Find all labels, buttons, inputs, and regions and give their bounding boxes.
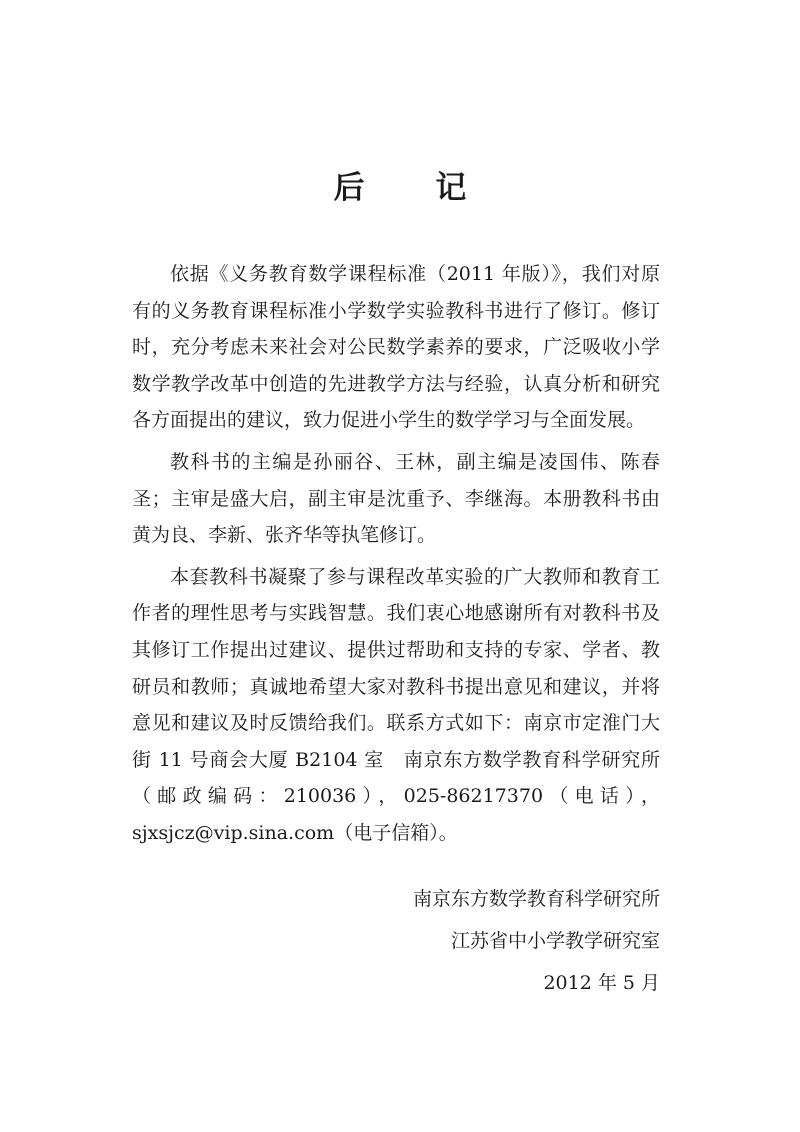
page-title: 后 记	[333, 170, 497, 206]
signature-date: 2012 年 5 月	[543, 972, 660, 994]
signature-block	[413, 878, 660, 1004]
paragraph-editors: 教科书的主编是孙丽谷、王林，副主编是凌国伟、陈春圣；主审是盛大启，副主审是沈重予、李继海。本册教科书由黄为良、李新、张齐华等执笔修订。	[132, 450, 660, 547]
body-text	[132, 256, 660, 857]
paragraph-revision-basis: 依据《义务教育数学课程标准（2011 年版）》，我们对原有的义务教育课程标准小学数学实验教科书进行了修订。修订时，充分考虑未来社会对公民数学素养的要求，广泛吸收小学数学教学改革中创造的先进教学方法与经验，认真分析和研究各方面提出的建议，致力促进小学生的数学学习与全面发展。	[132, 263, 660, 432]
signature-organization-1: 南京东方数学教育科学研究所	[412, 888, 660, 910]
paragraph-acknowledgement-contact: 本套教科书凝聚了参与课程改革实验的广大教师和教育工作者的理性思考与实践智慧。我们衷心地感谢所有对教科书及其修订工作提出过建议、提供过帮助和支持的专家、学者、教研员和教师；真诚地希望大家对教科书提出意见和建议，并将意见和建议及时反馈给我们。联系方式如下：南京市定淮门大街 11 号商会大厦 B2104 室 南京东方数学教育科学研究所（邮政编码：210036），025-86217370（电话），sjxsjcz@vip.sina.com（电子信箱）。	[132, 565, 660, 844]
signature-organization-2: 江苏省中小学教学研究室	[450, 930, 660, 952]
